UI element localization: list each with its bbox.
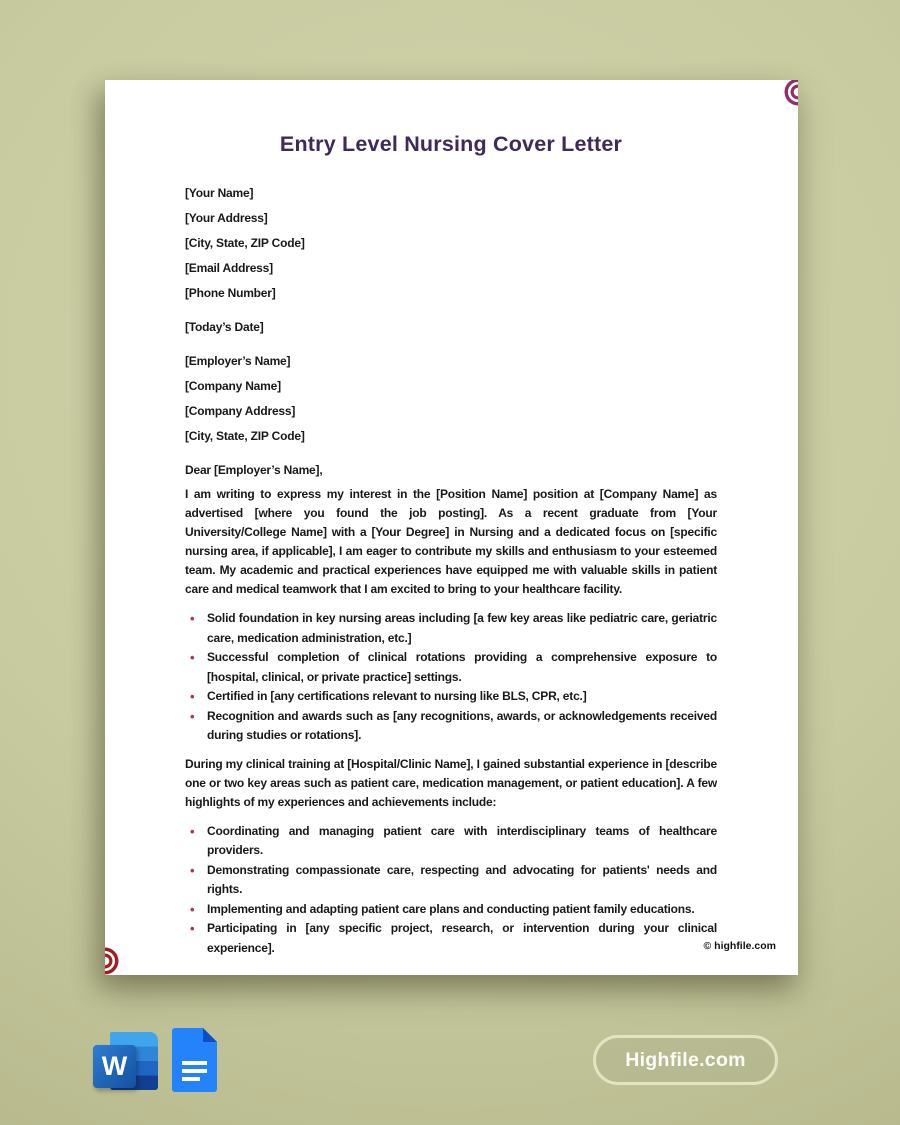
- recipient-address-block: [185, 352, 717, 446]
- bullet-dot-icon: •: [190, 689, 195, 704]
- list-item: [185, 648, 717, 687]
- bullet-dot-icon: •: [190, 862, 195, 878]
- document-page: [105, 80, 798, 975]
- list-item: [185, 861, 717, 900]
- recipient-line: [Employer’s Name]: [185, 354, 291, 368]
- highfile-spiral-logo-icon: [782, 80, 798, 108]
- highlights-list: [185, 822, 717, 959]
- docs-text-line: [182, 1069, 207, 1073]
- bullet-dot-icon: •: [190, 823, 195, 839]
- salutation: Dear [Employer’s Name],: [185, 463, 323, 477]
- bullet-dot-icon: •: [190, 611, 195, 626]
- bullet-dot-icon: •: [190, 708, 195, 724]
- word-letter-tile: W: [93, 1045, 136, 1088]
- list-item-text: Recognition and awards such as [any recognitions, awards, or acknowledgements received during studies or rotations].: [207, 708, 717, 742]
- sender-line: [Your Address]: [185, 211, 268, 225]
- recipient-line: [City, State, ZIP Code]: [185, 429, 305, 443]
- docs-text-line: [182, 1061, 207, 1065]
- copyright-watermark: © highfile.com: [703, 940, 776, 952]
- list-item-text: Certified in [any certifications relevant to nursing like BLS, CPR, etc.]: [207, 689, 587, 703]
- list-item: [185, 919, 717, 958]
- list-item: [185, 687, 717, 707]
- list-item-text: Coordinating and managing patient care with interdisciplinary teams of healthcare providers.: [207, 823, 717, 857]
- bullet-dot-icon: •: [190, 921, 195, 936]
- highfile-brand-button[interactable]: Highfile.com: [593, 1035, 778, 1085]
- sender-address-block: [185, 184, 717, 303]
- list-item: [185, 609, 717, 648]
- page-title: Entry Level Nursing Cover Letter: [279, 132, 623, 156]
- bullet-dot-icon: •: [190, 901, 195, 917]
- list-item-text: Participating in [any specific project, research, or intervention during your clinical experience].: [207, 921, 717, 955]
- letter-body: [185, 184, 717, 958]
- list-item-text: Implementing and adapting patient care plans and conducting patient family educations.: [207, 901, 695, 916]
- recipient-line: [Company Address]: [185, 404, 296, 418]
- highfile-spiral-logo-icon: [105, 945, 121, 975]
- docs-text-line: [182, 1077, 200, 1081]
- sender-line: [City, State, ZIP Code]: [185, 236, 305, 250]
- sender-line: [Email Address]: [185, 261, 273, 275]
- bullet-dot-icon: •: [190, 650, 195, 665]
- ms-word-icon[interactable]: [93, 1032, 159, 1091]
- list-item: [185, 822, 717, 861]
- date-line: [Today’s Date]: [185, 320, 264, 334]
- list-item-text: Demonstrating compassionate care, respecting and advocating for patients' needs and rights.: [207, 862, 717, 896]
- google-docs-icon[interactable]: [172, 1028, 217, 1092]
- list-item-text: Successful completion of clinical rotations providing a comprehensive exposure to [hospital, clinical, or private practice] settings.: [207, 650, 717, 684]
- sender-line: [Phone Number]: [185, 286, 276, 300]
- sender-line: [Your Name]: [185, 186, 254, 200]
- list-item: [185, 707, 717, 746]
- paragraph-intro: I am writing to express my interest in the [Position Name] position at [Company Name] as advertised [where you found the job posting]. As a recent graduate from [Your University/College Name] with a [Your Degree] in Nursing and a dedicated focus on [specific nursing area, if applicable], I am eager to contribute my skills and enthusiasm to your esteemed team. My academic and practical experiences have equipped me with valuable skills in patient care and medical teamwork that I am excited to bring to your healthcare facility.: [185, 487, 717, 596]
- paragraph-experience: During my clinical training at [Hospital/Clinic Name], I gained substantial experience in [describe one or two key areas such as patient care, medication management, or patient education]. A few highlights of my experiences and achievements include:: [185, 756, 717, 809]
- recipient-line: [Company Name]: [185, 379, 281, 393]
- list-item-text: Solid foundation in key nursing areas including [a few key areas like pediatric care, geriatric care, medication administration, etc.]: [207, 611, 717, 645]
- list-item: [185, 900, 717, 920]
- docs-fold-corner: [203, 1028, 217, 1042]
- qualifications-list: [185, 609, 717, 746]
